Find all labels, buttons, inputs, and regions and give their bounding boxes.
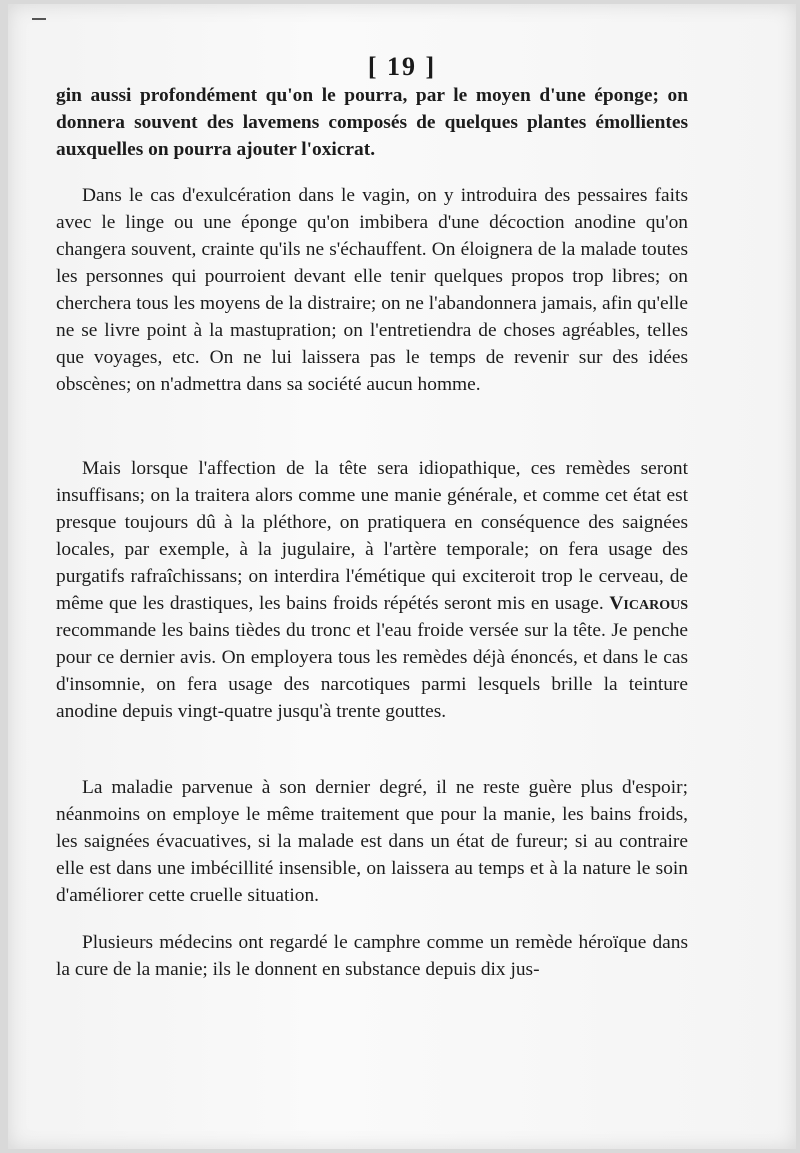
paragraph-text-before: Mais lorsque l'affection de la tête sera idiopathique, ces remèdes seront insuffisans; on la traitera alors comme une manie générale, et comme cet état est presque toujours dû à la pléthore, on pratiquera en conséquence des saignées locales, par exemple, à la jugulaire, à l'artère temporale; on fera usage des purgatifs rafraîchissans; on interdira l'émétique qui exciteroit trop le cerveau, de même que les drastiques, les bains froids répétés seront mis en usage. [56,458,688,614]
page-number: [ 19 ] [367,52,437,81]
paragraph-dernier-degre: La maladie parvenue à son dernier degré, il ne reste guère plus d'espoir; néanmoins on employe le même traitement que pour la manie, les bains froids, les saignées évacuatives, si la malade est dans un état de fureur; si au contraire elle est dans une imbécillité insensible, on laissera au temps et à la nature le soin d'améliorer cette cruelle situation. [56,777,688,906]
paragraph-text-after: recommande les bains tièdes du tronc et l'eau froide versée sur la tête. Je penche pour ce dernier avis. On employera tous les remèdes déjà énoncés, et dans le cas d'insomnie, on fera usage des narcotiques parmi lesquels brille la teinture anodine depuis vingt-quatre jusqu'à trente gouttes. [56,620,688,722]
paragraph-exulceration: Dans le cas d'exulcération dans le vagin, on y introduira des pessaires faits avec le linge ou une éponge qu'on imbibera d'une décoction anodine qu'on changera souvent, crainte qu'ils ne s'échauffent. On éloignera de la malade toutes les personnes qui pourroient devant elle tenir quelques propos trop libres; on cherchera tous les moyens de la distraire; on ne l'abandonnera jamais, afin qu'elle ne se livre point à la mastupration; on l'entretiendra de choses agréables, telles que voyages, etc. On ne lui laissera pas le temps de revenir sur des idées obscènes; on n'admettra dans sa société aucun homme. [56,185,688,395]
paragraph-camphre: Plusieurs médecins ont regardé le camphre comme un remède héroïque dans la cure de la manie; ils le donnent en substance depuis dix jus- [56,932,688,980]
print-mark [32,18,46,20]
document-page [8,4,796,1149]
author-name: Vicarous [609,593,688,614]
paragraph-idiopathique [56,455,688,725]
paragraph-continuation: gin aussi profondément qu'on le pourra, par le moyen d'une éponge; on donnera souvent des lavemens composés de quelques plantes émollientes auxquelles on pourra ajouter l'oxicrat. [56,85,688,160]
